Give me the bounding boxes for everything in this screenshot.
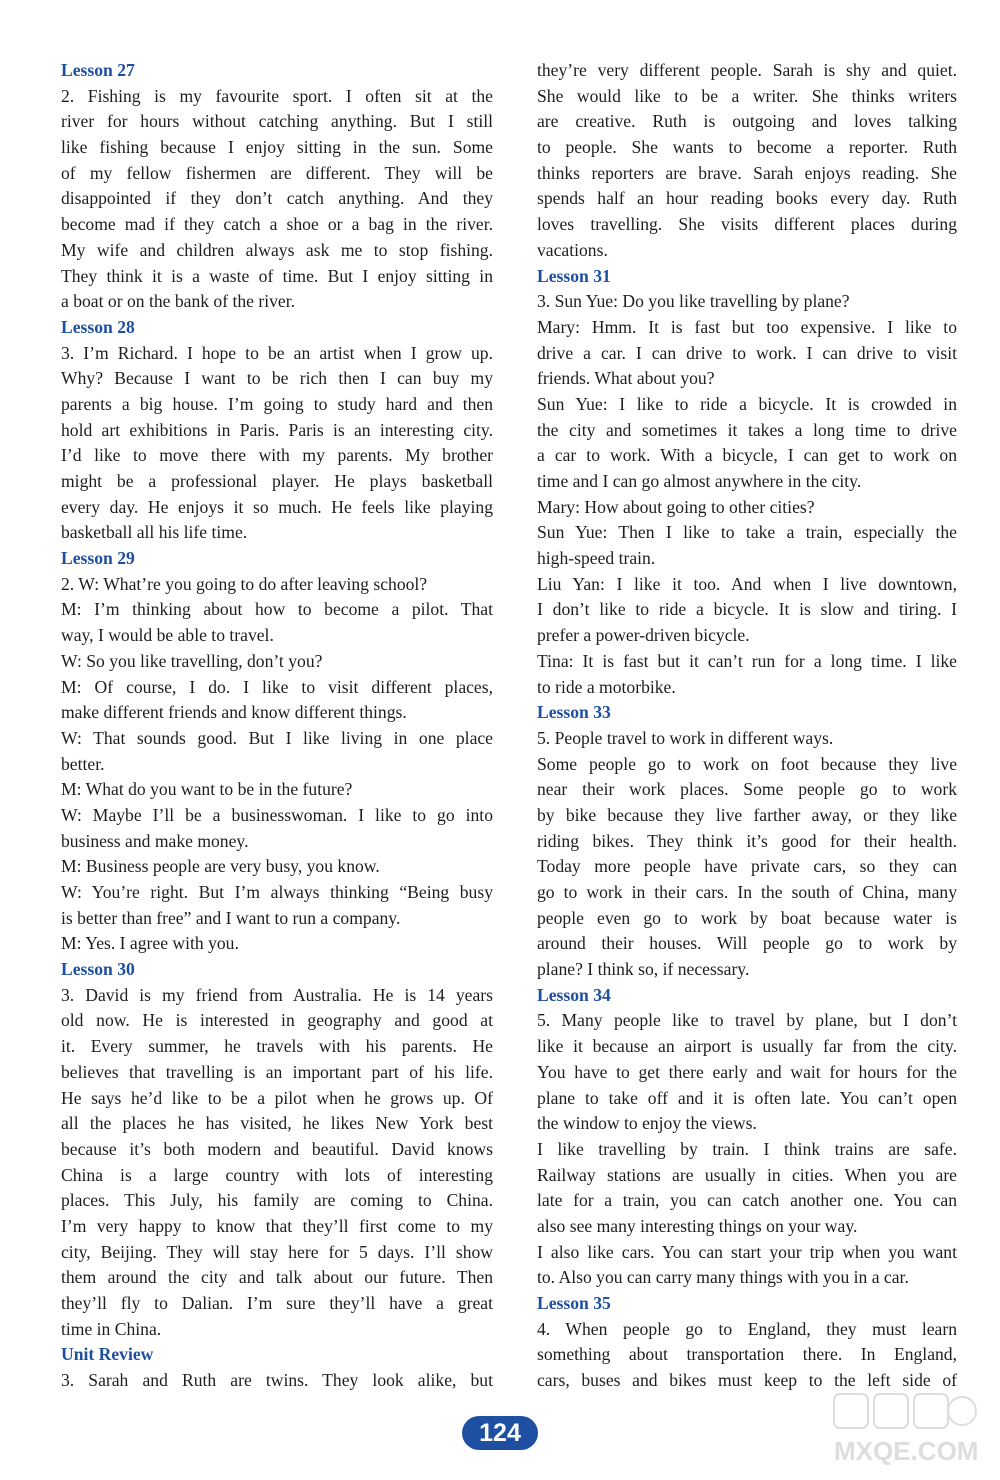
text-line: to people. She wants to become a reporter. Ruth [537, 137, 957, 158]
text-line: 4. When people go to England, they must learn [537, 1318, 957, 1339]
text-line: W: You’re right. But I’m always thinking “Being busy [61, 882, 493, 902]
text-line: go to work in their cars. In the south of China, many [537, 882, 957, 902]
text-line: them around the city and talk about our future. Then [61, 1267, 493, 1288]
watermark-text: MXQE.COM [834, 1436, 979, 1466]
text-line: people even go to work by boat because water is [537, 907, 957, 928]
text-line: like fishing because I enjoy sitting in the sun. Some [61, 137, 493, 158]
text-line: make different friends and know different things. [61, 702, 407, 723]
text-line: time in China. [61, 1318, 162, 1339]
text-line: drive a car. I can drive to work. I can drive to visit [537, 342, 957, 363]
text-line: Liu Yan: I like it too. And when I live downtown, [537, 573, 957, 594]
text-line: vacations. [537, 239, 608, 260]
text-line: like it because an airport is usually far from the city. [537, 1036, 957, 1057]
text-line: 2. W: What’re you going to do after leaving school? [61, 573, 428, 594]
text-line: I’d like to move there with my parents. My brother [61, 445, 493, 466]
text-line: They think it is a waste of time. But I enjoy sitting in [61, 265, 493, 286]
text-line: might be a professional player. He plays basketball [61, 471, 493, 491]
text-line: something about transportation there. In England, [537, 1344, 957, 1365]
text-line: prefer a power-driven bicycle. [537, 625, 750, 646]
text-line: around their houses. Will people go to work by [537, 933, 957, 954]
text-line: Tina: It is fast but it can’t run for a long time. I like [537, 650, 957, 671]
text-line: plane? I think so, if necessary. [537, 959, 750, 980]
text-line: Sun Yue: I like to ride a bicycle. It is crowded in [537, 393, 957, 414]
text-line: I like travelling by train. I think trains are safe. [537, 1138, 957, 1159]
text-line: friends. What about you? [537, 368, 715, 389]
text-line: W: So you like travelling, don’t you? [61, 650, 323, 671]
text-line: W: Maybe I’ll be a businesswoman. I like to go into [61, 804, 493, 825]
text-line: I don’t like to ride a bicycle. It is slow and tiring. I [537, 599, 957, 620]
text-line: Sun Yue: Then I like to take a train, especially the [537, 522, 957, 543]
text-line: Mary: Hmm. It is fast but too expensive. I like to [537, 316, 957, 337]
text-line: M: Of course, I do. I like to visit different places, [61, 676, 493, 697]
text-line: Some people go to work on foot because they live [537, 753, 957, 774]
text-line: 3. Sun Yue: Do you like travelling by plane? [537, 291, 850, 312]
lesson-heading: Lesson 27 [61, 60, 135, 80]
text-line: way, I would be able to travel. [61, 625, 274, 646]
text-line: I also like cars. You can start your trip when you want [537, 1241, 957, 1262]
lesson-heading: Unit Review [61, 1344, 154, 1365]
text-line: M: What do you want to be in the future? [61, 779, 353, 800]
text-line: high-speed train. [537, 548, 656, 569]
text-line: a car to work. With a bicycle, I can get to work on [537, 445, 957, 466]
text-line: better. [61, 753, 105, 774]
text-line: they’re very different people. Sarah is shy and quiet. [537, 60, 957, 80]
text-line: She would like to be a writer. She thinks writers [537, 85, 957, 106]
text-line: believes that travelling is an important part of his life. [61, 1061, 493, 1082]
text-line: time and I can go almost anywhere in the city. [537, 471, 862, 491]
text-line: 5. People travel to work in different ways. [537, 727, 834, 748]
lesson-heading: Lesson 29 [61, 548, 135, 569]
lesson-heading: Lesson 35 [537, 1293, 611, 1313]
text-line: to ride a motorbike. [537, 676, 676, 697]
text-line: the window to enjoy the views. [537, 1113, 757, 1134]
text-line: M: I’m thinking about how to become a pilot. That [61, 599, 493, 620]
text-line: M: Business people are very busy, you know. [61, 856, 380, 877]
text-line: cars, buses and bikes must keep to the left side of [537, 1370, 957, 1391]
text-line: of my fellow fishermen are different. They will be [61, 162, 493, 183]
text-line: are creative. Ruth is outgoing and loves talking [537, 111, 957, 132]
text-line: by bike because they live farther away, or they like [537, 804, 957, 825]
text-line: M: Yes. I agree with you. [61, 933, 239, 954]
text-line: all the places he has visited, he likes New York best [61, 1113, 493, 1134]
text-line: river for hours without catching anything. But I still [61, 111, 493, 132]
text-line: 3. Sarah and Ruth are twins. They look alike, but [61, 1370, 493, 1391]
text-line: 5. Many people like to travel by plane, but I don’t [537, 1010, 957, 1031]
lesson-heading: Lesson 30 [61, 959, 135, 980]
text-line: a boat or on the bank of the river. [61, 291, 296, 312]
text-line: places. This July, his family are coming to China. [61, 1190, 493, 1211]
lesson-heading: Lesson 34 [537, 984, 611, 1005]
page-number-badge: 124 [462, 1416, 538, 1450]
lesson-heading: Lesson 33 [537, 702, 611, 723]
text-line: Mary: How about going to other cities? [537, 496, 815, 517]
text-line: also see many interesting things on your way. [537, 1215, 858, 1236]
text-line: every day. He enjoys it so much. He feels like playing [61, 496, 493, 517]
text-line: 3. I’m Richard. I hope to be an artist when I grow up. [61, 342, 493, 363]
text-line: become mad if they catch a shoe or a bag in the river. [61, 214, 493, 235]
text-line: You have to get there early and wait for hours for the [537, 1061, 957, 1082]
text-line: near their work places. Some people go to work [537, 779, 957, 800]
text-line: basketball all his life time. [61, 522, 248, 543]
text-line: Railway stations are usually in cities. When you are [537, 1164, 957, 1185]
text-line: I’m very happy to know that they’ll first come to my [61, 1215, 493, 1236]
text-line: China is a large country with lots of interesting [61, 1164, 493, 1185]
text-line: My wife and children always ask me to stop fishing. [61, 239, 493, 260]
text-line: thinks reporters are brave. Sarah enjoys reading. She [537, 162, 957, 183]
text-line: riding bikes. They think it’s good for their health. [537, 830, 957, 851]
watermark-logo [830, 1390, 980, 1470]
text-line: Why? Because I want to be rich then I can buy my [61, 368, 493, 389]
text-line: because it’s both modern and beautiful. David knows [61, 1138, 493, 1159]
text-line: the city and sometimes it takes a long time to drive [537, 419, 957, 440]
text-line: business and make money. [61, 830, 249, 851]
text-line: W: That sounds good. But I like living in one place [61, 727, 493, 748]
text-line: He says he’d like to be a pilot when he grows up. Of [61, 1087, 493, 1108]
text-line: disappointed if they don’t catch anything. And they [61, 188, 493, 209]
text-line: to. Also you can carry many things with you in a car. [537, 1267, 909, 1288]
text-line: loves travelling. She visits different places during [537, 214, 957, 235]
text-line: 3. David is my friend from Australia. He is 14 years [61, 984, 493, 1005]
text-line: spends half an hour reading books every day. Ruth [537, 188, 957, 209]
text-line: they’ll fly to Dalian. I’m sure they’ll have a great [61, 1293, 493, 1313]
text-line: plane to take off and it is often late. You can’t open [537, 1087, 957, 1108]
text-line: late for a train, you can catch another one. You can [537, 1190, 957, 1211]
lesson-heading: Lesson 28 [61, 316, 135, 337]
text-line: is better than free” and I want to run a company. [61, 907, 401, 928]
text-line: Today more people have private cars, so they can [537, 856, 957, 877]
lesson-heading: Lesson 31 [537, 265, 611, 286]
text-line: city, Beijing. They will stay here for 5 days. I’ll show [61, 1241, 493, 1262]
left-column [61, 58, 493, 1394]
text-line: parents a big house. I’m going to study hard and then [61, 393, 493, 414]
text-line: hold art exhibitions in Paris. Paris is an interesting city. [61, 419, 493, 440]
right-column [537, 58, 957, 1394]
text-line: old now. He is interested in geography and good at [61, 1010, 493, 1031]
text-line: 2. Fishing is my favourite sport. I often sit at the [61, 85, 493, 106]
text-line: it. Every summer, he travels with his parents. He [61, 1036, 493, 1057]
